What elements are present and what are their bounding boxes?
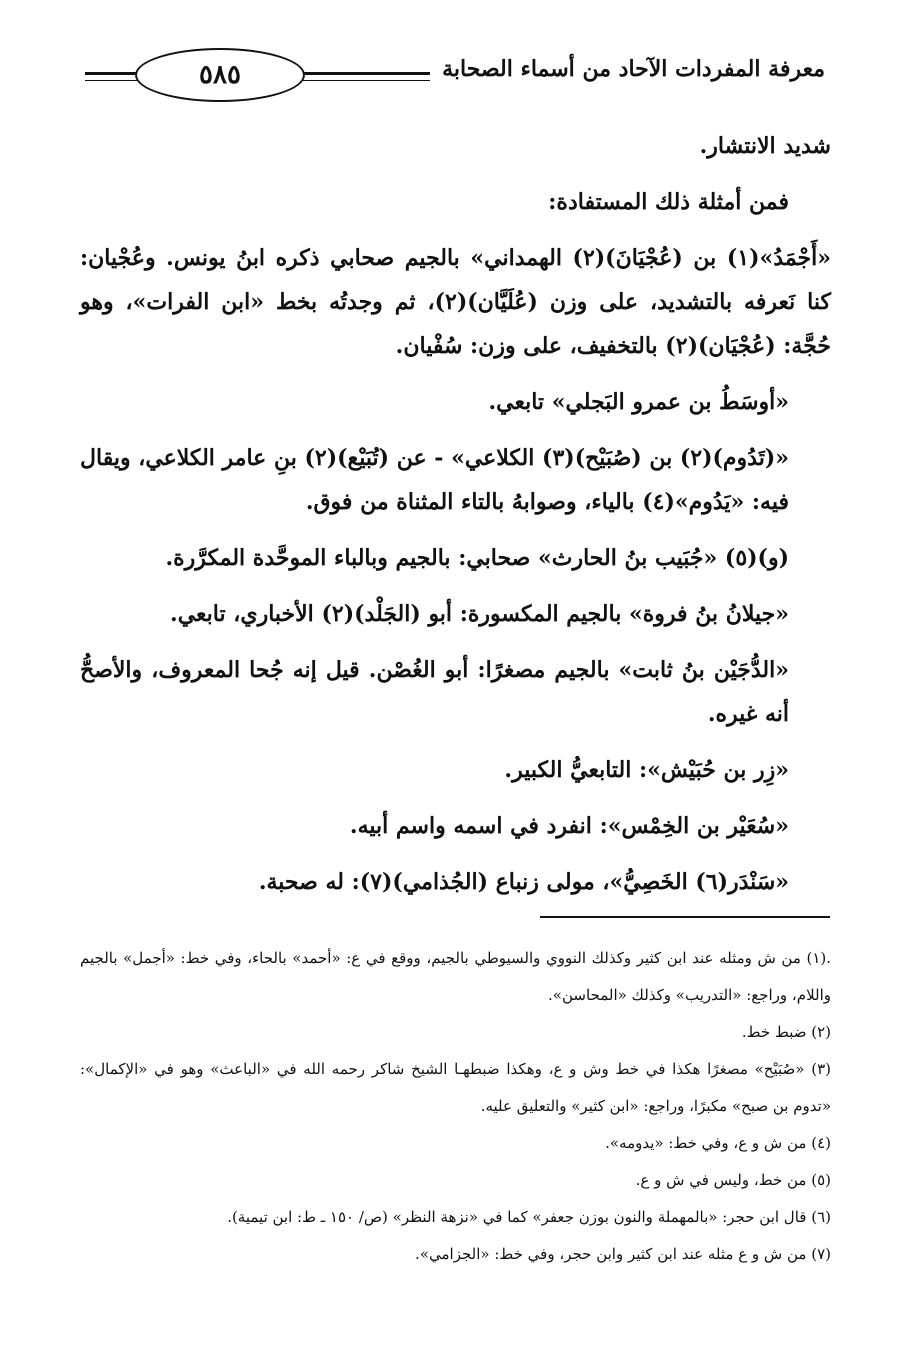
entry-dujayn: «الدُّجَيْن بنُ ثابت» بالجيم مصغرًا: أبو الغُصْن. قيل إنه جُحا المعروف، والأصحُّ أنه غيره. [80,657,789,727]
entry-jubayb: (و)(٥) «جُبَيب بنُ الحارث» صحابي: بالجيم وبالباء الموحَّدة المكرَّرة. [165,545,789,571]
running-header [85,44,825,108]
page-number: ٥٨٥ [135,48,305,102]
main-text [80,124,831,916]
footnote-7: (٧) من ش و ع مثله عند ابن كثير وابن حجر، وفي خط: «الجزامي». [415,1245,831,1263]
entry-suayr: «سُعَيْر بن الخِمْس»: انفرد في اسمه واسم أبيه. [349,813,789,839]
footnote-5: (٥) من خط، وليس في ش و ع. [635,1171,831,1189]
footnote-2: (٢) ضبط خط. [741,1023,831,1041]
footnote-3: (٣) «صُبَيْح» مصغرًا هكذا في خط وش و ع، وهكذا ضبطهـا الشيخ شاكر رحمه الله في «الباعث» وهو في «الإكمال»: «تدوم بن صبح» مكبرًا، وراجع: «ابن كثير» والتعليق عليه. [80,1060,831,1115]
running-title: معرفة المفردات الآحاد من أسماء الصحابة [430,56,825,82]
footnote-6: (٦) قال ابن حجر: «بالمهملة والنون بوزن جعفر» كما في «نزهة النظر» (ص/ ١٥٠ ـ ط: ابن تيمية). [227,1208,831,1226]
entry-awsat: «أوسَطُ بن عمرو البَجلي» تابعي. [488,389,789,415]
entry-sandar: «سَنْدَر(٦) الخَصِيُّ»، مولى زنباع (الجُذامي)(٧): له صحبة. [258,869,789,895]
entry-tadum: «(تَدُوم)(٢) بن (صُبَيْح)(٣) الكلاعي» - عن (تُبَيْع)(٢) بنِ عامر الكلاعي، ويقال فيه: «يَدُوم»(٤) بالياء، وصوابهُ بالتاء المثناة من فوق. [80,445,790,515]
entry-jilan: «جيلانُ بنُ فروة» بالجيم المكسورة: أبو (الجَلْد)(٢) الأخباري، تابعي. [170,601,789,627]
footnote-4: (٤) من ش و ع، وفي خط: «يدومه». [605,1134,831,1152]
entry-ajmad: «أَجْمَدُ»(١) بن (عُجْيَانَ)(٢) الهمداني» بالجيم صحابي ذكره ابنُ يونس. وعُجْيان: كنا نَعرفه بالتشديد، على وزن (عُلَيَّان)(٢)، ثم وجدتُه بخط «ابن الفرات»، وهو حُجَّة: (عُجْيَان)(٢) بالتخفيف، على وزن: سُفْيان. [80,245,831,359]
footnotes [80,940,831,1273]
paragraph: فمن أمثلة ذلك المستفادة: [548,189,789,215]
entry-zirr: «زِر بن حُبَيْش»: التابعيُّ الكبير. [504,757,789,783]
footnote-divider [540,916,830,918]
footnote-1: .(١) من ش ومثله عند ابن كثير وكذلك النووي والسيوطي بالجيم، ووقع في ع: «أحمد» بالحاء، وفي خط: «أجمل» بالجيم واللام، وراجع: «التدريب» وكذلك «المحاسن». [80,949,831,1004]
paragraph: شديد الانتشار. [699,133,831,159]
